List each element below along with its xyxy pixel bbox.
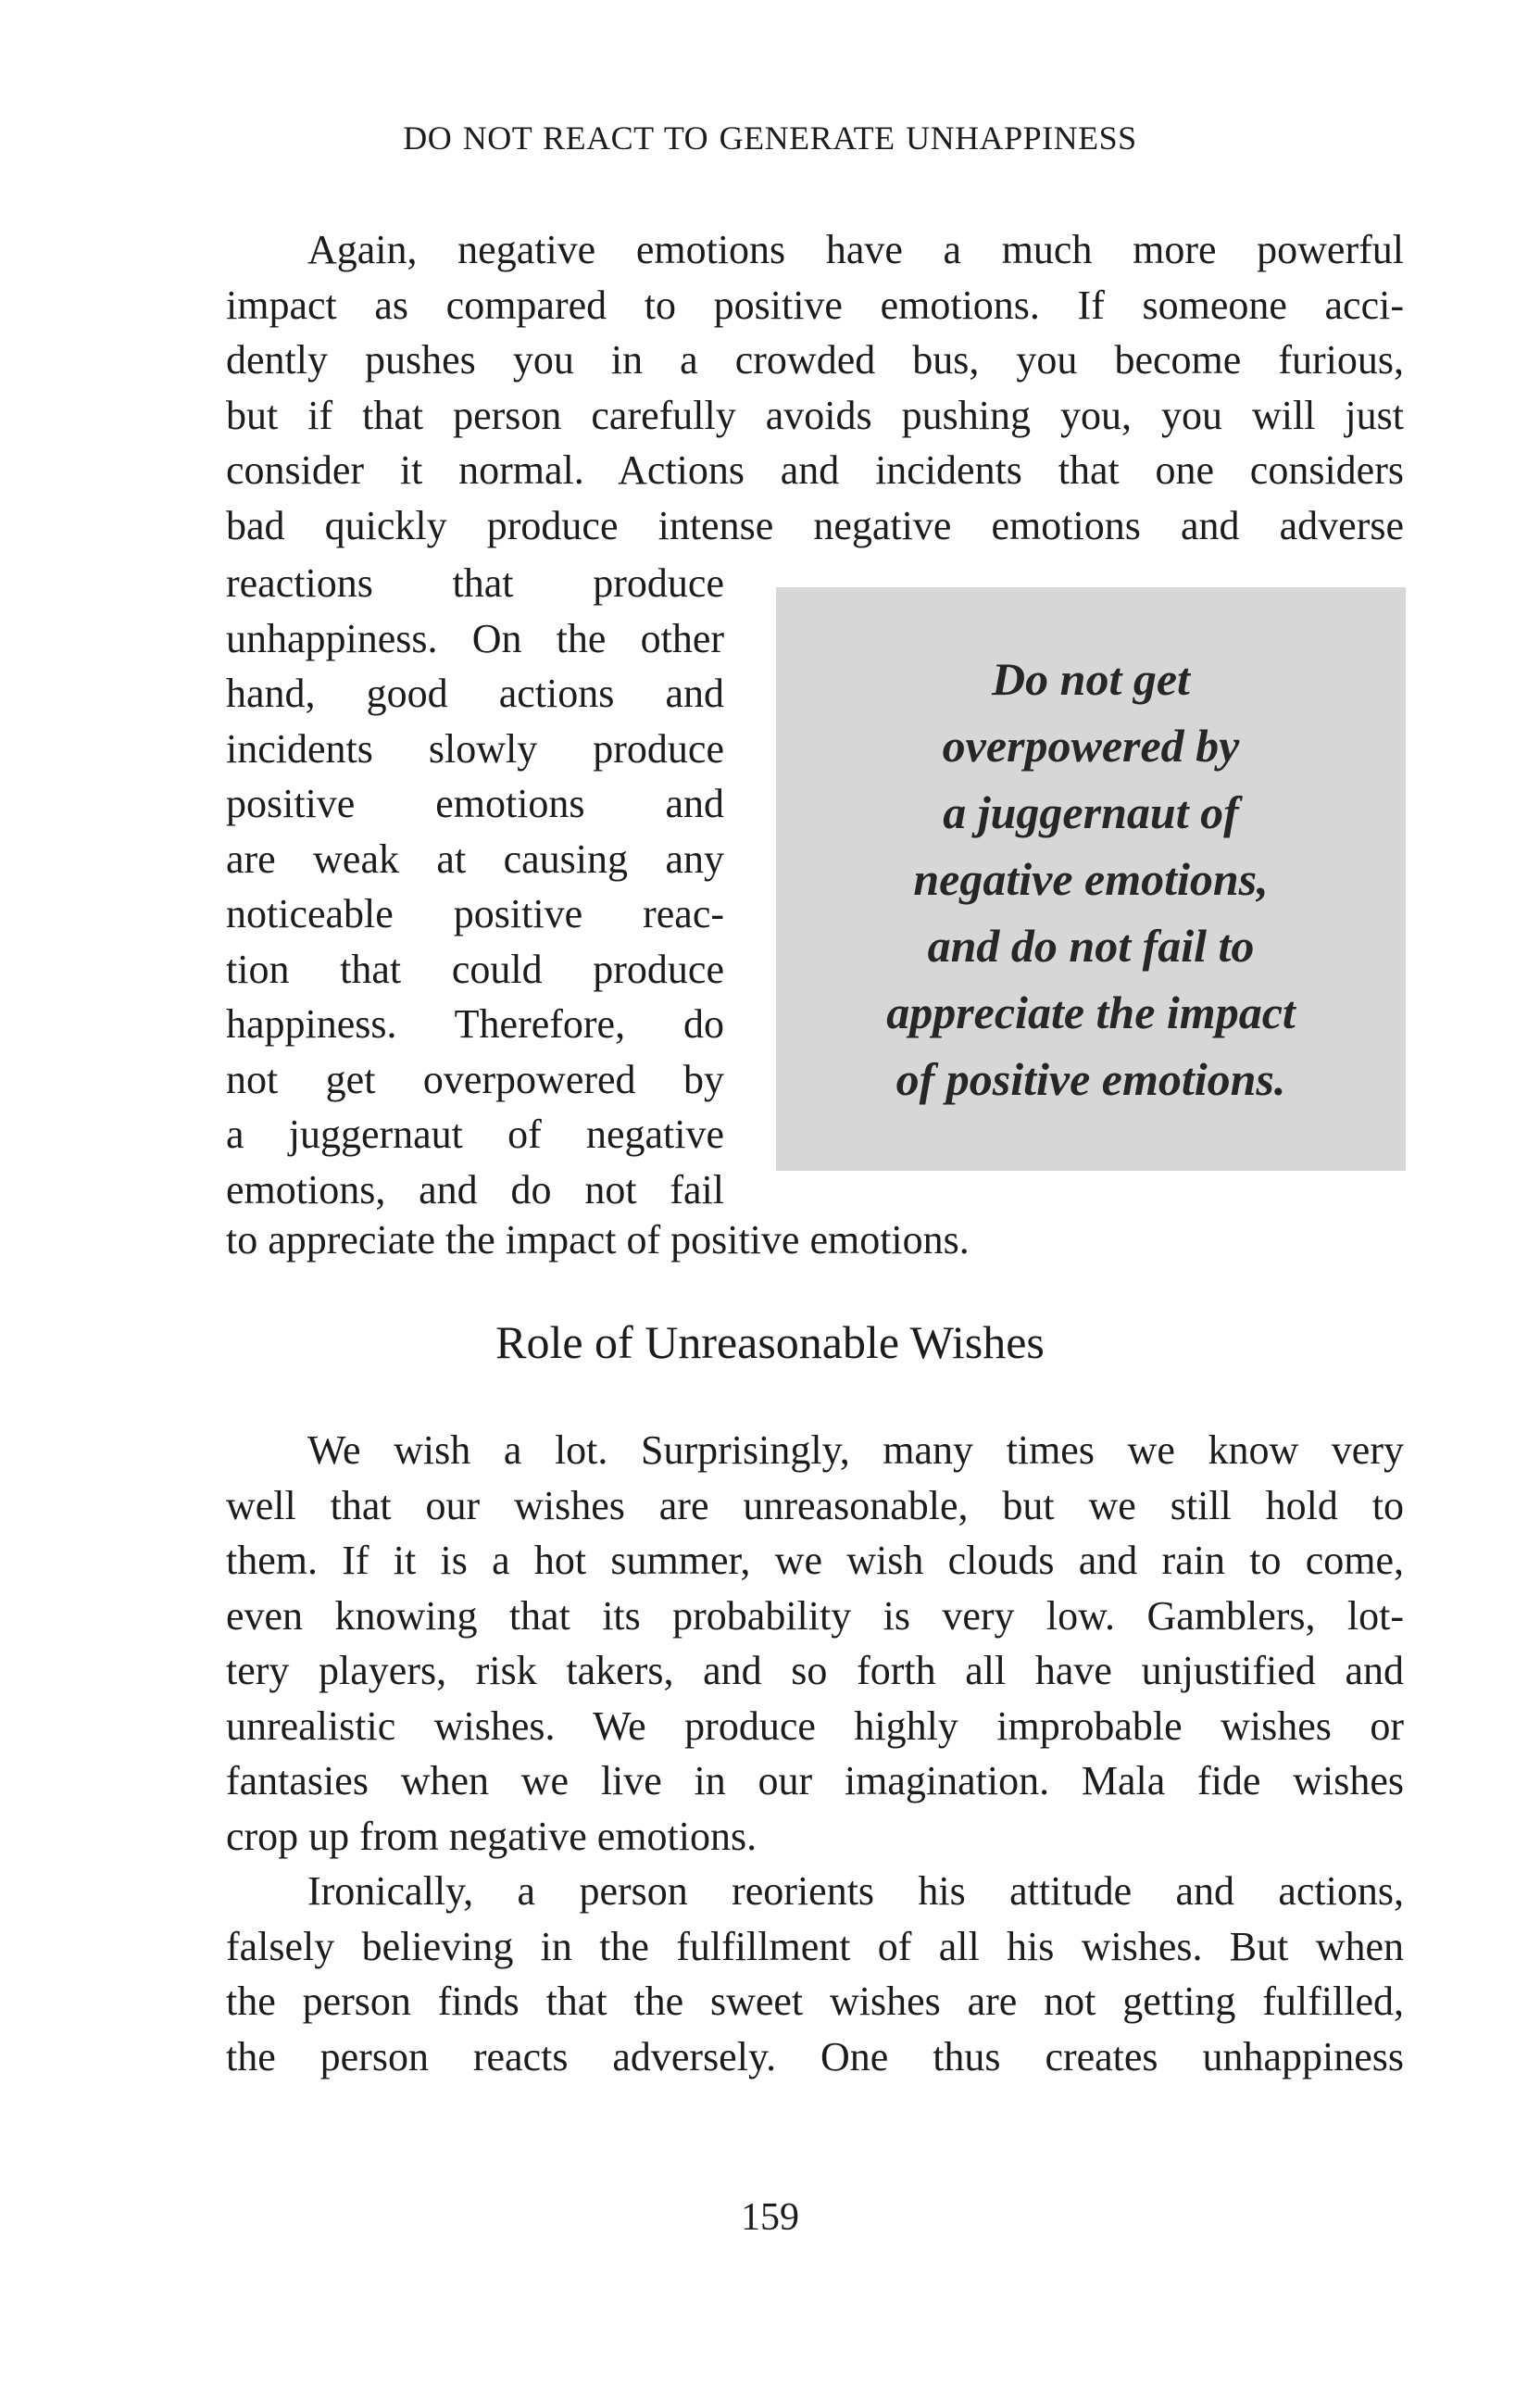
pull-quote-text <box>795 646 1387 1112</box>
text-line: happiness. Therefore, do <box>226 1001 724 1047</box>
text-line: unrealistic wishes. We produce highly improbable wishes or <box>226 1702 1404 1749</box>
intro-paragraph <box>226 222 1404 553</box>
text-line: falsely believing in the fulfillment of all his wishes. But when <box>226 1923 1404 1969</box>
text-line: emotions, and do not fail <box>226 1166 724 1212</box>
wrapped-text-column <box>226 556 724 1217</box>
text-line: even knowing that its probability is very low. Gamblers, lot- <box>226 1592 1404 1639</box>
text-line: consider it normal. Actions and incidents that one considers <box>226 447 1404 493</box>
text-line: Again, negative emotions have a much more powerful <box>307 227 1404 272</box>
pull-quote-line: Do not get <box>992 653 1190 705</box>
pull-quote-line: and do not fail to <box>927 920 1255 972</box>
text-line: crop up from negative emotions. <box>226 1813 757 1859</box>
text-line: well that our wishes are unreasonable, but we still hold to <box>226 1482 1404 1528</box>
text-line: dently pushes you in a crowded bus, you become furious, <box>226 337 1404 383</box>
text-line: We wish a lot. Surprisingly, many times we know very <box>307 1427 1404 1473</box>
pull-quote-line: appreciate the impact <box>886 986 1296 1038</box>
text-line: but if that person carefully avoids pushing you, you will just <box>226 392 1404 438</box>
pull-quote-line: overpowered by <box>942 720 1240 772</box>
text-line: tery players, risk takers, and so forth all have unjustified and <box>226 1648 1404 1693</box>
text-line: a juggernaut of negative <box>226 1112 724 1157</box>
text-line: to appreciate the impact of positive emotions. <box>226 1217 970 1263</box>
text-line: reactions that produce <box>226 560 724 606</box>
text-line: incidents slowly produce <box>226 725 724 772</box>
text-line: hand, good actions and <box>226 671 724 716</box>
text-line: noticeable positive reac- <box>226 891 724 936</box>
text-line: bad quickly produce intense negative emotions and adverse <box>226 502 1404 548</box>
text-line: the person finds that the sweet wishes are not getting fulfilled, <box>226 1979 1404 2024</box>
text-line: fantasies when we live in our imagination. Mala fide wishes <box>226 1758 1404 1803</box>
page-number: 159 <box>741 2196 799 2239</box>
running-head: DO NOT REACT TO GENERATE UNHAPPINESS <box>403 119 1137 157</box>
text-line: impact as compared to positive emotions. If someone acci- <box>226 282 1404 328</box>
section-heading: Role of Unreasonable Wishes <box>495 1316 1045 1368</box>
text-line: unhappiness. On the other <box>226 615 724 661</box>
text-line: them. If it is a hot summer, we wish clouds and rain to come, <box>226 1538 1404 1583</box>
text-line: positive emotions and <box>226 781 724 826</box>
section-body <box>226 1423 1404 2084</box>
text-line: the person reacts adversely. One thus creates unhappiness <box>226 2033 1404 2079</box>
pull-quote-line: negative emotions, <box>913 853 1269 905</box>
pull-quote-line: of positive emotions. <box>895 1053 1286 1105</box>
pull-quote-line: a juggernaut of <box>943 786 1239 838</box>
pull-quote-box <box>776 587 1406 1171</box>
text-line: Ironically, a person reorients his attitude and actions, <box>307 1868 1404 1914</box>
text-line: are weak at causing any <box>226 835 724 882</box>
text-line: tion that could produce <box>226 946 724 992</box>
text-line: not get overpowered by <box>226 1056 724 1102</box>
